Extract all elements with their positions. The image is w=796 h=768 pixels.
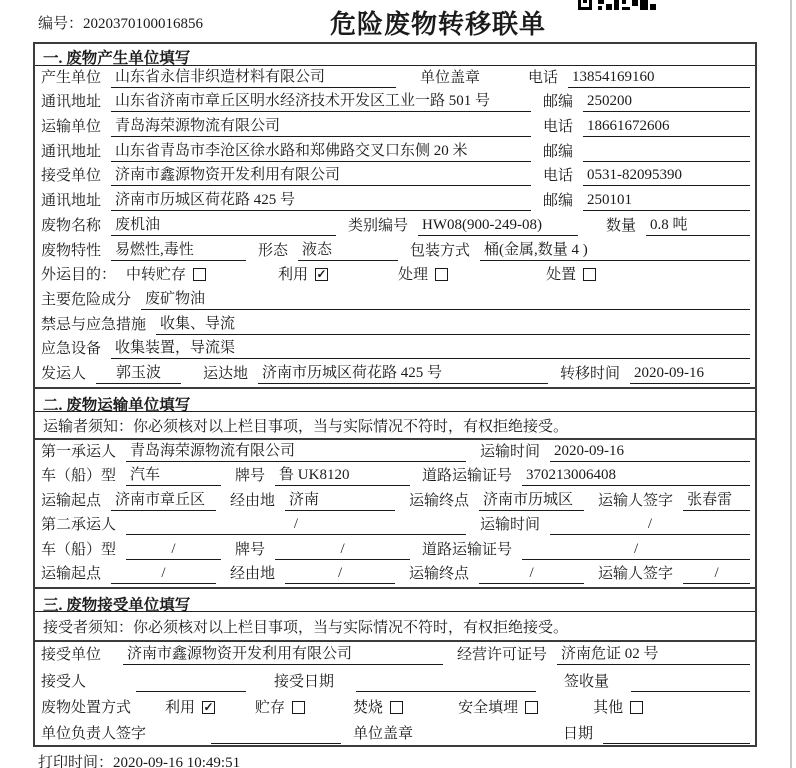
disposal-incinerate-label: 焚烧	[353, 699, 384, 716]
accept-person-label: 接受人	[41, 673, 87, 690]
origin1-label: 运输起点	[41, 492, 102, 509]
disposal-label: 废物处置方式	[41, 699, 132, 716]
row-receiver-address	[35, 189, 755, 214]
doc-number-value: 2020370100016856	[83, 16, 204, 32]
shipper-value: 郭玉波	[96, 364, 181, 384]
section1-header: 一. 废物产生单位填写	[35, 44, 755, 66]
row-purpose	[35, 264, 755, 289]
road-cert1-label: 道路运输证号	[422, 468, 513, 484]
carrier2-value: /	[126, 515, 466, 535]
quantity-label: 数量	[606, 217, 637, 234]
producer-value: 山东省永信非织造材料有限公司	[111, 68, 396, 88]
purpose-treat-label: 处理	[398, 267, 429, 284]
signer1-label: 运输人签字	[598, 492, 674, 509]
character-value: 易燃性,毒性	[111, 241, 246, 261]
plate1-value: 鲁 UK8120	[275, 466, 410, 486]
row-route1	[35, 489, 755, 514]
character-label: 废物特性	[41, 242, 102, 259]
via1-label: 经由地	[230, 492, 276, 509]
transport-time2-label: 运输时间	[480, 517, 541, 533]
producer-label: 产生单位	[41, 69, 102, 86]
purpose-treat-checkbox	[435, 268, 448, 281]
addr2-label: 通讯地址	[41, 143, 102, 160]
row-waste-character	[35, 239, 755, 264]
dest2-label: 运输终点	[409, 566, 470, 582]
carrier2-label: 第二承运人	[41, 517, 117, 533]
addr3-value: 济南市历城区荷花路 425 号	[111, 191, 531, 211]
section3-rows	[35, 642, 755, 747]
disposal-storage-label: 贮存	[255, 699, 286, 716]
road-cert2-label: 道路运输证号	[422, 541, 513, 558]
purpose-use-label: 利用	[278, 267, 309, 284]
accept-date-value	[356, 673, 536, 692]
phone3-value: 0531-82095390	[583, 166, 750, 186]
transfer-time-value: 2020-09-16	[630, 364, 750, 384]
row-transport-unit	[35, 115, 755, 140]
form-label: 形态	[258, 242, 289, 259]
addr2-value: 山东省青岛市李沧区徐水路和郑佛路交叉口东侧 20 米	[111, 142, 531, 162]
page-edge-line	[790, 0, 792, 768]
trans-value: 青岛海荣源物流有限公司	[111, 117, 531, 137]
plate2-label: 牌号	[235, 541, 266, 558]
waste-name-label: 废物名称	[41, 217, 102, 234]
equipment-label: 应急设备	[41, 341, 102, 358]
print-time-label: 打印时间：	[38, 755, 114, 768]
shipper-label: 发运人	[41, 365, 87, 382]
purpose-option-treat	[398, 266, 448, 285]
accept-unit-label: 接受单位	[41, 647, 102, 664]
section3-header: 三. 废物接受单位填写	[35, 587, 755, 612]
disposal-option-other	[593, 699, 643, 718]
row-accept-person	[35, 668, 755, 694]
receiver-notice-label: 接受者须知：	[43, 619, 134, 636]
disposal-option-landfill	[458, 699, 538, 718]
taboo-value: 收集、导流	[156, 315, 750, 335]
taboo-label: 禁忌与应急措施	[41, 316, 147, 333]
disposal-option-storage	[255, 699, 305, 718]
section2-rows	[35, 440, 755, 587]
via1-value: 济南	[285, 491, 395, 511]
addr1-label: 通讯地址	[41, 94, 102, 111]
row-carrier2	[35, 514, 755, 539]
row-accept-unit	[35, 642, 755, 668]
zip2-label: 邮编	[543, 143, 574, 160]
signer2-value: /	[683, 564, 750, 584]
manifest-form	[33, 42, 757, 747]
row-carrier1	[35, 440, 755, 465]
dest1-label: 运输终点	[409, 492, 470, 509]
category-value: HW08(900-249-08)	[418, 216, 578, 236]
row-disposal-method	[35, 695, 755, 721]
purpose-option-dispose	[546, 266, 596, 285]
print-time	[38, 751, 240, 768]
road-cert2-value: /	[522, 540, 750, 560]
unit-seal2-label: 单位盖章	[353, 726, 414, 742]
disposal-use-label: 利用	[165, 699, 196, 716]
road-cert1-value: 370213006408	[522, 466, 750, 486]
vehicle2-label: 车（船）型	[41, 541, 117, 558]
license-value: 济南危证 02 号	[557, 645, 750, 665]
via2-label: 经由地	[230, 566, 276, 582]
disposal-landfill-label: 安全填埋	[458, 699, 519, 716]
transport-time2-value: /	[550, 515, 750, 535]
purpose-option-transfer-storage	[126, 266, 206, 285]
purpose-dispose-label: 处置	[546, 267, 577, 284]
zip1-value: 250200	[583, 92, 750, 112]
signed-amount-value	[631, 673, 750, 692]
carrier1-value: 青岛海荣源物流有限公司	[126, 442, 466, 462]
purpose-label: 外运目的：	[41, 267, 117, 284]
doc-number-label: 编号：	[38, 16, 84, 32]
hazard-value: 废矿物油	[141, 290, 750, 310]
phone2-label: 电话	[543, 119, 574, 136]
transporter-notice-label: 运输者须知：	[43, 418, 134, 435]
date-value	[603, 725, 750, 744]
packing-label: 包装方式	[410, 242, 471, 259]
phone1-label: 电话	[528, 69, 559, 86]
row-waste-name	[35, 214, 755, 239]
unit-seal-label: 单位盖章	[420, 69, 481, 86]
transport-time1-value: 2020-09-16	[550, 442, 750, 462]
addr1-value: 山东省济南市章丘区明水经济技术开发区工业一路 501 号	[111, 92, 531, 112]
vehicle2-value: /	[126, 540, 221, 560]
purpose-transfer-storage-label: 中转贮存	[126, 267, 187, 284]
accept-person-value	[136, 673, 246, 692]
row-shipper	[35, 362, 755, 387]
zip3-label: 邮编	[543, 193, 574, 210]
qr-code-fragment	[578, 0, 656, 11]
recv-value: 济南市鑫源物资开发利用有限公司	[111, 166, 531, 186]
recv-label: 接受单位	[41, 168, 102, 185]
carrier1-label: 第一承运人	[41, 443, 117, 460]
row-unit-sign	[35, 721, 755, 747]
section3-notice	[35, 612, 755, 642]
disposal-landfill-checkbox	[525, 701, 538, 714]
origin2-label: 运输起点	[41, 566, 102, 582]
row-route2	[35, 563, 755, 588]
destination-label: 运达地	[203, 365, 249, 382]
row-emergency-equipment	[35, 338, 755, 363]
disposal-option-incinerate	[353, 699, 403, 718]
row-producer-address	[35, 91, 755, 116]
transfer-time-label: 转移时间	[560, 365, 621, 382]
doc-number	[38, 12, 203, 33]
via2-value: /	[285, 564, 395, 584]
signer1-value: 张春雷	[683, 491, 750, 511]
vehicle1-label: 车（船）型	[41, 468, 117, 484]
purpose-use-checkbox: ✓	[316, 267, 327, 282]
row-vehicle1	[35, 465, 755, 490]
row-transport-address	[35, 140, 755, 165]
section2-header: 二. 废物运输单位填写	[35, 387, 755, 412]
print-time-value: 2020-09-16 10:49:51	[113, 755, 241, 768]
destination-value: 济南市历城区荷花路 425 号	[258, 364, 548, 384]
transport-time1-label: 运输时间	[480, 443, 541, 460]
form-value: 液态	[298, 241, 398, 261]
accept-date-label: 接受日期	[274, 673, 335, 690]
disposal-incinerate-checkbox	[390, 701, 403, 714]
disposal-option-use	[165, 699, 215, 718]
vehicle1-value: 汽车	[126, 466, 221, 486]
row-taboo-measures	[35, 313, 755, 338]
purpose-dispose-checkbox	[583, 268, 596, 281]
hazard-label: 主要危险成分	[41, 291, 132, 308]
doc-title: 危险废物转移联单	[330, 10, 547, 39]
plate1-label: 牌号	[235, 468, 266, 484]
transporter-notice-text: 你必须核对以上栏目事项，当与实际情况不符时，有权拒绝接受。	[133, 418, 569, 435]
packing-value: 桶(金属,数量 4 )	[480, 241, 750, 261]
quantity-value: 0.8 吨	[646, 216, 750, 236]
dest2-value: /	[479, 564, 584, 584]
disposal-other-label: 其他	[593, 699, 624, 716]
date-label: 日期	[563, 726, 594, 742]
disposal-storage-checkbox	[292, 701, 305, 714]
disposal-other-checkbox	[630, 701, 643, 714]
addr3-label: 通讯地址	[41, 193, 102, 210]
purpose-transfer-storage-checkbox	[193, 268, 206, 281]
row-producer	[35, 66, 755, 91]
zip2-value	[583, 143, 750, 162]
zip3-value: 250101	[583, 191, 750, 211]
accept-unit-value: 济南市鑫源物资开发利用有限公司	[123, 645, 443, 665]
origin2-value: /	[111, 564, 216, 584]
license-label: 经营许可证号	[457, 647, 548, 664]
signer2-label: 运输人签字	[598, 566, 674, 582]
unit-sign-value	[211, 725, 341, 744]
row-hazard-component	[35, 288, 755, 313]
purpose-option-use	[278, 266, 328, 285]
section2-notice	[35, 412, 755, 440]
dest1-value: 济南市历城区	[479, 491, 584, 511]
category-label: 类别编号	[348, 217, 409, 234]
signed-amount-label: 签收量	[564, 673, 610, 690]
disposal-use-checkbox: ✓	[203, 699, 214, 714]
zip1-label: 邮编	[543, 94, 574, 111]
phone1-value: 13854169160	[568, 68, 750, 88]
receiver-notice-text: 你必须核对以上栏目事项，当与实际情况不符时，有权拒绝接受。	[133, 619, 569, 636]
waste-name-value: 废机油	[111, 216, 336, 236]
equipment-value: 收集装置，导流渠	[111, 339, 750, 359]
phone3-label: 电话	[543, 168, 574, 185]
row-receiver-unit	[35, 165, 755, 190]
row-vehicle2	[35, 538, 755, 563]
origin1-value: 济南市章丘区	[111, 491, 216, 511]
trans-label: 运输单位	[41, 119, 102, 136]
unit-sign-label: 单位负责人签字	[41, 726, 147, 742]
phone2-value: 18661672606	[583, 117, 750, 137]
plate2-value: /	[275, 540, 410, 560]
section1-rows	[35, 66, 755, 387]
